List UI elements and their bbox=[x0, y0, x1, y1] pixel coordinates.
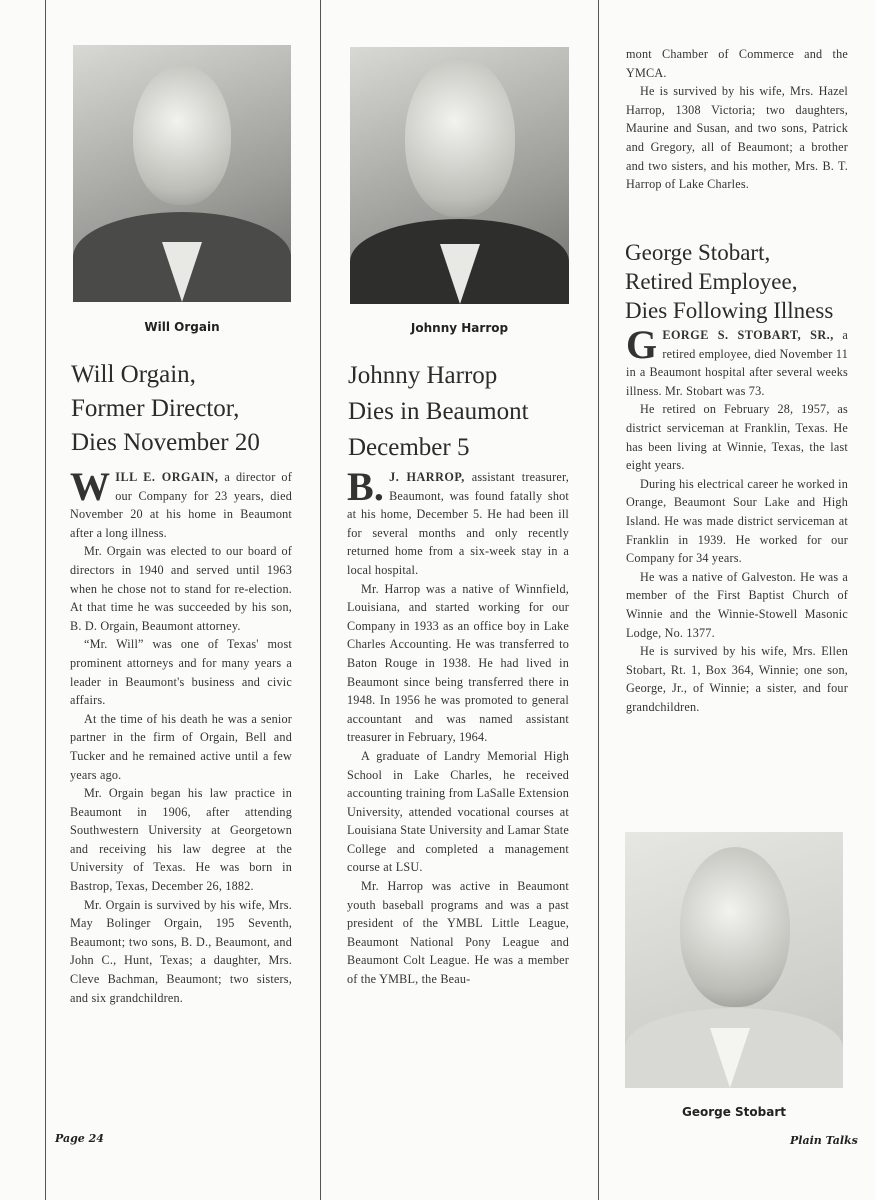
headline-line: Will Orgain, bbox=[71, 361, 196, 388]
paragraph: Mr. Orgain is survived by his wife, Mrs. May Bolinger Orgain, 195 Seventh, Beaumont; two sons, B. D., Beaumont, and John C., Hunt, Texas; a daughter, Mrs. Cleve Bachman, Beaumont; two sisters, and six grandchildren. bbox=[70, 897, 292, 1005]
photo-caption: George Stobart bbox=[681, 1105, 787, 1119]
photo-caption: Johnny Harrop bbox=[410, 321, 509, 335]
article-headline bbox=[348, 358, 529, 466]
drop-cap: B. bbox=[347, 464, 385, 509]
lead-in: J. HARROP, bbox=[389, 470, 465, 484]
headline-line: Retired Employee, bbox=[625, 269, 798, 294]
headline-line: Dies Following Illness bbox=[625, 298, 834, 323]
paragraph: During his electrical career he worked in Orange, Beaumont Sour Lake and High Island. He was made district serviceman at Franklin in 1939. He worked for our Company for 34 years. bbox=[626, 476, 848, 566]
article-body bbox=[70, 464, 292, 1007]
headline-line: Dies in Beaumont bbox=[348, 398, 529, 425]
article-headline bbox=[625, 238, 833, 325]
paragraph: a retired employee, died November 11 in a Beaumont hospital after several weeks illness. Mr. Stobart was 73. bbox=[626, 328, 848, 398]
column-rule bbox=[598, 0, 599, 1200]
paragraph: Mr. Orgain was elected to our board of directors in 1940 and served until 1963 when he chose not to stand for re-election. At that time he was succeeded by his son, B. D. Orgain, Beaumont attorney. bbox=[70, 544, 292, 633]
paragraph: a director of our Company for 23 years, died November 20 at his home in Beaumont after a long illness. bbox=[70, 470, 292, 540]
headline-line: Dies November 20 bbox=[71, 429, 260, 456]
drop-cap: W bbox=[70, 464, 111, 509]
lead-in: ILL E. ORGAIN, bbox=[115, 470, 219, 484]
article-body-continued bbox=[626, 45, 848, 194]
paragraph: assistant treasurer, Beaumont, was found fatally shot at his home, December 5. He had been ill for several months and only recently returned home from a six-week stay in a local hospital. bbox=[347, 470, 569, 577]
drop-cap: G bbox=[626, 322, 658, 367]
headline-line: December 5 bbox=[348, 434, 470, 461]
paragraph: Mr. Harrop was a native of Winnfield, Louisiana, and started working for our Company in 1933 as an office boy in Lake Charles Accounting. He was transferred to Baton Rouge in 1938. He had lived in Beaumont since being transferred there in 1948. In 1956 he was promoted to general accountant and was named assistant treasurer in February, 1964. bbox=[347, 581, 569, 745]
paragraph: He was a native of Galveston. He was a member of the First Baptist Church of Winnie and the Winnie-Stowell Masonic Lodge, No. 1377. bbox=[626, 569, 848, 640]
headline-line: Former Director, bbox=[71, 395, 240, 422]
paragraph: Mr. Harrop was active in Beaumont youth baseball programs and was a past president of the YMBL Little League, Beaumont National Pony League and Beaumont Colt League. He was a member of the YMBL, the Beau- bbox=[347, 879, 569, 987]
article-body bbox=[347, 464, 569, 989]
headline-line: George Stobart, bbox=[625, 240, 771, 265]
column-rule bbox=[45, 0, 46, 1200]
paragraph: mont Chamber of Commerce and the YMCA. bbox=[626, 47, 848, 80]
article-headline bbox=[71, 358, 260, 460]
paragraph: He is survived by his wife, Mrs. Hazel Harrop, 1308 Victoria; two daughters, Maurine and Susan, and two sons, Patrick and Gregory, all of Beaumont; a brother and two sisters, and his mother, Mrs. B. T. Harrop of Lake Charles. bbox=[626, 84, 848, 192]
paragraph: He retired on February 28, 1957, as district serviceman at Franklin, Texas. He has been living at Winnie, Texas, the last eight years. bbox=[626, 402, 848, 473]
headline-line: Johnny Harrop bbox=[348, 362, 498, 389]
paragraph: Mr. Orgain began his law practice in Beaumont in 1906, after attending Southwestern University at Georgetown and receiving his law degree at the University of Texas. He was born in Bastrop, Texas, December 26, 1882. bbox=[70, 786, 292, 894]
paragraph: A graduate of Landry Memorial High School in Lake Charles, he received accounting training from LaSalle Extension University, attended vocational courses at Louisiana State University and Lamar State College and completed a management course at LSU. bbox=[347, 748, 569, 875]
column-rule bbox=[320, 0, 321, 1200]
portrait-photo-george-stobart bbox=[625, 832, 843, 1088]
portrait-photo-will-orgain bbox=[73, 45, 291, 302]
publication-name: Plain Talks bbox=[790, 1134, 858, 1147]
lead-in: EORGE S. STOBART, SR., bbox=[662, 328, 834, 342]
photo-caption: Will Orgain bbox=[144, 320, 220, 334]
paragraph: “Mr. Will” was one of Texas' most prominent attorneys and for many years a leader in Beaumont's business and civic affairs. bbox=[70, 637, 292, 708]
portrait-photo-johnny-harrop bbox=[350, 47, 569, 304]
paragraph: He is survived by his wife, Mrs. Ellen Stobart, Rt. 1, Box 364, Winnie; one son, George, Jr., of Winnie; a sister, and four grandchildren. bbox=[626, 644, 848, 714]
article-body bbox=[626, 322, 848, 716]
paragraph: At the time of his death he was a senior partner in the firm of Orgain, Bell and Tucker and he remained active until a few years ago. bbox=[70, 711, 292, 782]
page-number: Page 24 bbox=[55, 1132, 104, 1145]
